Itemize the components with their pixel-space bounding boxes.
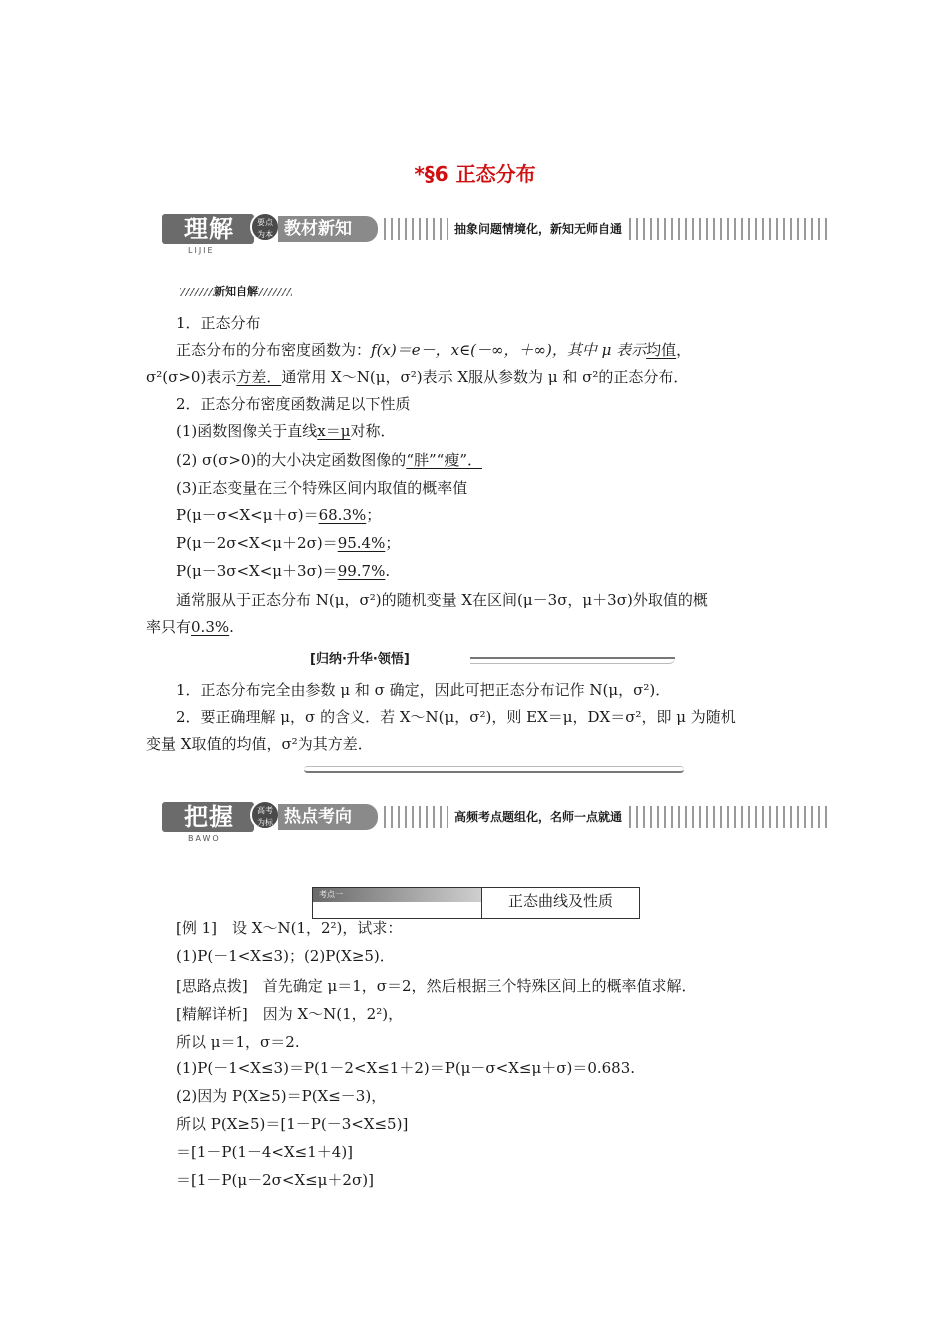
subsection-heading: 新知自解: [180, 285, 292, 299]
page-title: *§6 正态分布: [414, 162, 536, 186]
paragraph-line: 通常服从于正态分布 N(μ，σ²)的随机变量 X在区间(μ－3σ，μ＋3σ)外取值的概: [176, 591, 708, 609]
answer-blank: 均值: [646, 341, 677, 359]
banner-slogan: 抽象问题情境化，新知无师自通: [448, 218, 628, 240]
section-banner-master: [162, 800, 830, 850]
banner-subtitle: 热点考向: [278, 804, 378, 830]
answer-blank: x＝μ: [317, 422, 351, 440]
banner-pinyin: BAWO: [188, 834, 221, 843]
banner-badge: 高考 为标: [250, 800, 280, 830]
topic-box: [312, 887, 640, 919]
section-banner-understand: [162, 212, 830, 262]
paragraph-line: 正态分布的分布密度函数为：f(x)＝e－，x∈(－∞，＋∞)，其中 μ 表示均值，: [176, 341, 692, 359]
example-line: 所以 μ＝1，σ＝2.: [176, 1033, 300, 1051]
example-line: (1)P(－1<X≤3)；(2)P(X≥5)．: [176, 947, 395, 965]
banner-heading: 理解: [162, 214, 254, 244]
formula-line: P(μ－2σ<X<μ＋2σ)＝95.4%；: [176, 534, 401, 552]
banner-heading: 把握: [162, 802, 254, 832]
answer-blank: 0.3%: [191, 618, 230, 636]
paragraph-line: 率只有0.3%.: [146, 618, 234, 636]
summary-bottom-rule: [304, 766, 684, 773]
hatch-decoration: [258, 288, 292, 296]
formula-line: P(μ－σ<X<μ＋σ)＝68.3%；: [176, 506, 382, 524]
hatch-decoration: [180, 288, 214, 296]
answer-blank: “胖”“瘦”．: [406, 451, 482, 469]
answer-blank: 99.7%: [337, 562, 386, 580]
paragraph-line: (1)函数图像关于直线x＝μ对称．: [176, 422, 396, 440]
example-line: 所以 P(X≥5)＝[1－P(－3<X≤5)]: [176, 1115, 409, 1133]
example-line: (2)因为 P(X≥5)＝P(X≤－3)，: [176, 1087, 387, 1105]
example-line: ＝[1－P(μ－2σ<X≤μ＋2σ)]: [176, 1171, 374, 1189]
paragraph-line: (2) σ(σ>0)的大小决定函数图像的“胖”“瘦”．: [176, 451, 482, 469]
summary-line: 变量 X取值的均值，σ²为其方差．: [146, 735, 373, 753]
list-item-heading: 1．正态分布: [176, 314, 261, 332]
paragraph-line: σ²(σ>0)表示方差．通常用 X～N(μ，σ²)表示 X服从参数为 μ 和 σ²的正态分布．: [146, 368, 689, 386]
list-item-heading: 2．正态分布密度函数满足以下性质: [176, 395, 411, 413]
answer-blank: 95.4%: [337, 534, 386, 552]
answer-blank: 68.3%: [318, 506, 367, 524]
topic-tag: 考点一: [313, 888, 481, 902]
paragraph-line: (3)正态变量在三个特殊区间内取值的概率值: [176, 479, 468, 497]
banner-slogan: 高频考点题组化，名师一点就通: [448, 806, 628, 828]
banner-badge: 要点 为本: [250, 212, 280, 242]
summary-line: 1．正态分布完全由参数 μ 和 σ 确定，因此可把正态分布记作 N(μ，σ²)．: [176, 681, 671, 699]
summary-heading: [归纳·升华·领悟]: [310, 652, 410, 667]
topic-name: 正态曲线及性质: [507, 892, 613, 910]
example-line: [例 1] 设 X～N(1，2²)，试求：: [176, 919, 403, 937]
summary-rule: [470, 657, 675, 664]
summary-line: 2．要正确理解 μ，σ 的含义．若 X～N(μ，σ²)，则 EX＝μ，DX＝σ²，即 μ 为随机: [176, 708, 736, 726]
example-line: ＝[1－P(1－4<X≤1＋4)]: [176, 1143, 354, 1161]
example-line: [思路点拨] 首先确定 μ＝1，σ＝2，然后根据三个特殊区间上的概率值求解．: [176, 977, 697, 995]
example-line: [精解详析] 因为 X～N(1，2²)，: [176, 1005, 404, 1023]
banner-subtitle: 教材新知: [278, 216, 378, 242]
formula-line: P(μ－3σ<X<μ＋3σ)＝99.7%.: [176, 562, 391, 580]
example-line: (1)P(－1<X≤3)＝P(1－2<X≤1＋2)＝P(μ－σ<X≤μ＋σ)＝0.683.: [176, 1059, 636, 1077]
answer-blank: 方差．: [236, 368, 282, 386]
banner-pinyin: LIJIE: [188, 246, 215, 255]
